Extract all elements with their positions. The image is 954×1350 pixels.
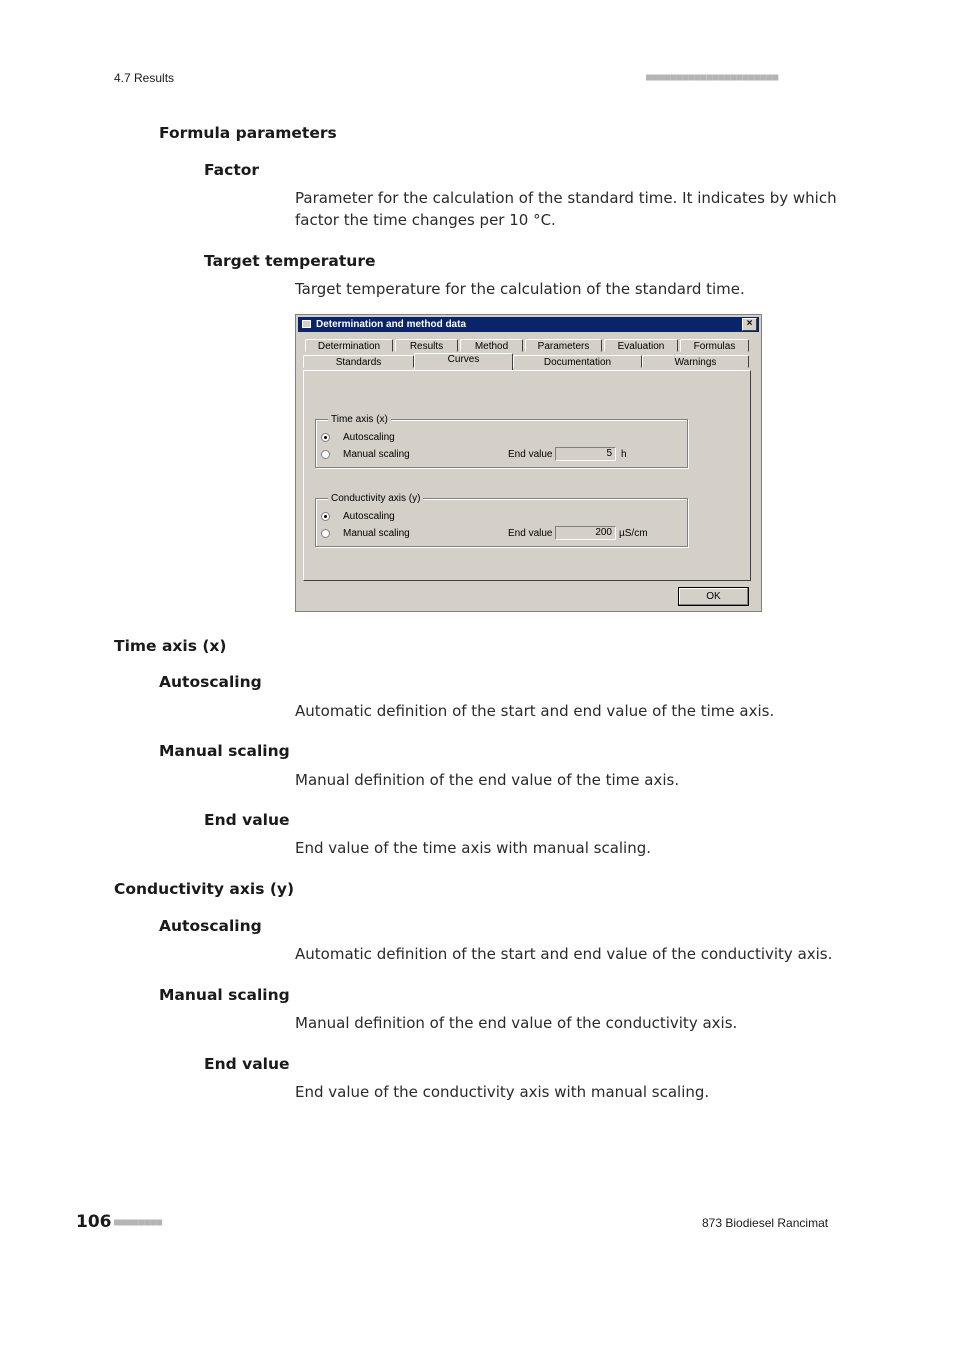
time-manual-text: Manual definition of the end value of the time axis. [295,771,680,789]
time-end-value-heading: End value [204,811,290,829]
time-autoscaling-text: Automatic definition of the start and end value of the time axis. [295,702,775,720]
cond-end-value-label: End value [508,528,553,539]
time-autoscaling-radio[interactable] [321,433,330,442]
header-dots: ■■■■■■■■■■■■■■■■■■■■■■ [646,72,779,83]
conductivity-axis-group [315,498,688,547]
time-autoscaling-label: Autoscaling [343,432,395,443]
time-end-value-field[interactable]: 5 [555,447,616,461]
tab-standards[interactable]: Standards [303,355,414,368]
factor-heading: Factor [204,161,260,179]
window-icon [302,320,311,328]
tab-parameters[interactable]: Parameters [525,339,602,352]
time-axis-heading: Time axis (x) [114,637,227,655]
time-manual-radio[interactable] [321,450,330,459]
header-section: 4.7 Results [114,71,175,85]
time-autoscaling-heading: Autoscaling [159,673,262,691]
tab-determination[interactable]: Determination [305,339,393,352]
tab-documentation[interactable]: Documentation [513,355,642,368]
cond-autoscaling-heading: Autoscaling [159,917,262,935]
time-axis-group [315,419,688,468]
tab-warnings[interactable]: Warnings [642,355,749,368]
conductivity-axis-group-title: Conductivity axis (y) [328,493,423,504]
time-manual-heading: Manual scaling [159,742,290,760]
cond-manual-heading: Manual scaling [159,986,290,1004]
time-end-value-label: End value [508,449,553,460]
tab-evaluation[interactable]: Evaluation [604,339,678,352]
tab-results[interactable]: Results [395,339,458,352]
time-end-value-text: End value of the time axis with manual scaling. [295,839,652,857]
footer-dots: ■■■■■■■■ [114,1217,163,1228]
cond-end-value-field[interactable]: 200 [555,526,616,540]
tab-curves[interactable]: Curves [414,353,513,371]
dialog-titlebar [298,317,759,332]
curves-panel [303,370,751,581]
ok-button[interactable]: OK [678,587,749,606]
cond-autoscaling-label: Autoscaling [343,511,395,522]
target-temperature-text: Target temperature for the calculation of the standard time. [295,280,745,298]
cond-unit-label: µS/cm [619,528,648,539]
tab-method[interactable]: Method [460,339,523,352]
formula-parameters-heading: Formula parameters [159,124,337,142]
cond-end-value-heading: End value [204,1055,290,1073]
cond-manual-radio[interactable] [321,529,330,538]
conductivity-axis-heading: Conductivity axis (y) [114,880,295,898]
time-unit-label: h [621,449,627,460]
close-icon[interactable]: × [742,318,757,331]
cond-manual-label: Manual scaling [343,528,410,539]
dialog-window [295,314,762,612]
factor-text-line1: Parameter for the calculation of the standard time. It indicates by which [295,189,837,207]
footer-product: 873 Biodiesel Rancimat [702,1216,829,1230]
page-number: 106 [76,1212,112,1232]
dialog-title: Determination and method data [316,319,467,330]
cond-manual-text: Manual definition of the end value of the conductivity axis. [295,1014,738,1032]
time-axis-group-title: Time axis (x) [328,414,391,425]
cond-end-value-text: End value of the conductivity axis with manual scaling. [295,1083,710,1101]
cond-autoscaling-radio[interactable] [321,512,330,521]
factor-text-line2: factor the time changes per 10 °C. [295,211,556,229]
time-manual-label: Manual scaling [343,449,410,460]
target-temperature-heading: Target temperature [204,252,376,270]
cond-autoscaling-text: Automatic definition of the start and end value of the conductivity axis. [295,945,833,963]
tab-formulas[interactable]: Formulas [680,339,749,352]
